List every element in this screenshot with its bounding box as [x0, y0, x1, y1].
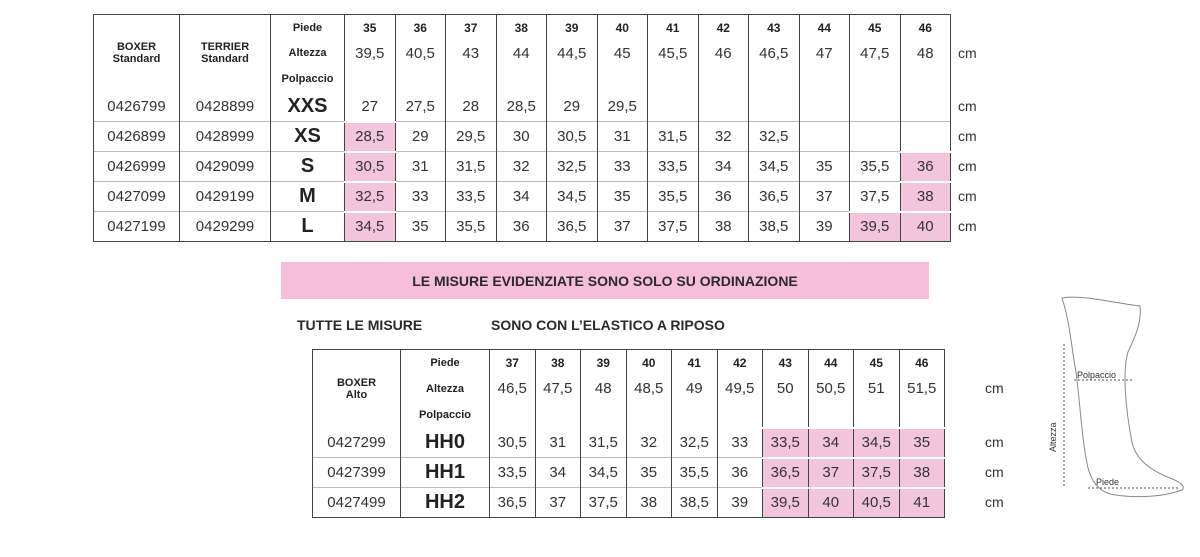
unit-cm: cm: [958, 218, 977, 234]
altezza-value: 51,5: [899, 376, 945, 402]
calf-value: 32,5: [547, 152, 598, 182]
calf-value: 33,5: [648, 152, 699, 182]
piede-value: 39: [581, 350, 627, 376]
row-label-piede: Piede: [401, 350, 490, 376]
calf-value: 36,5: [749, 182, 800, 212]
piede-value: 35: [345, 15, 396, 41]
calf-value: 38: [899, 458, 945, 488]
calf-value: 35: [626, 458, 672, 488]
size-label: XXS: [271, 92, 345, 122]
calf-value: 36: [496, 212, 547, 242]
calf-value: 35,5: [850, 152, 901, 182]
calf-value: 30,5: [490, 428, 536, 458]
calf-value: 33,5: [446, 182, 497, 212]
code-boxer-alto: 0427299: [313, 428, 401, 458]
calf-value: 35,5: [672, 458, 718, 488]
brand-line: Standard: [201, 53, 249, 66]
calf-value: 33: [597, 152, 648, 182]
row-label-polpaccio: Polpaccio: [401, 402, 490, 428]
empty-cell: [496, 66, 547, 92]
calf-value: [648, 92, 699, 122]
empty-cell: [698, 66, 749, 92]
calf-value: 37,5: [648, 212, 699, 242]
altezza-value: 47,5: [535, 376, 581, 402]
unit-cm: cm: [958, 158, 977, 174]
calf-value: [850, 122, 901, 152]
diagram-label-polpaccio: Polpaccio: [1077, 370, 1117, 380]
altezza-value: 44,5: [547, 41, 598, 66]
empty-cell: [717, 402, 763, 428]
calf-value: 34,5: [345, 212, 396, 242]
empty-cell: [535, 402, 581, 428]
calf-value: 34: [535, 458, 581, 488]
unit-cm: cm: [985, 380, 1004, 396]
piede-value: 46: [899, 350, 945, 376]
altezza-value: 40,5: [395, 41, 446, 66]
unit-cm: cm: [985, 494, 1004, 510]
calf-value: 38: [626, 488, 672, 518]
calf-value: 37,5: [581, 488, 627, 518]
empty-cell: [345, 66, 396, 92]
altezza-value: 46,5: [490, 376, 536, 402]
calf-value: 30,5: [345, 152, 396, 182]
size-table-standard: [93, 14, 951, 242]
altezza-value: 43: [446, 41, 497, 66]
piede-value: 43: [749, 15, 800, 41]
altezza-value: 51: [854, 376, 900, 402]
calf-value: [698, 92, 749, 122]
calf-value: 31: [535, 428, 581, 458]
calf-value: 39,5: [763, 488, 809, 518]
piede-value: 40: [626, 350, 672, 376]
calf-value: 31: [597, 122, 648, 152]
unit-cm: cm: [958, 98, 977, 114]
piede-value: 45: [850, 15, 901, 41]
piede-value: 42: [698, 15, 749, 41]
empty-cell: [395, 66, 446, 92]
calf-value: 37,5: [854, 458, 900, 488]
piede-value: 37: [446, 15, 497, 41]
code-terrier: 0429199: [180, 182, 271, 212]
code-boxer: 0427199: [94, 212, 180, 242]
calf-value: 36,5: [490, 488, 536, 518]
diagram-label-altezza: Altezza: [1048, 422, 1058, 452]
calf-value: 35: [899, 428, 945, 458]
calf-value: [799, 122, 850, 152]
empty-cell: [850, 66, 901, 92]
calf-value: 36,5: [763, 458, 809, 488]
piede-value: 36: [395, 15, 446, 41]
empty-cell: [672, 402, 718, 428]
altezza-value: 50: [763, 376, 809, 402]
calf-value: 33: [395, 182, 446, 212]
code-terrier: 0429099: [180, 152, 271, 182]
calf-value: 35: [799, 152, 850, 182]
empty-cell: [648, 66, 699, 92]
empty-cell: [446, 66, 497, 92]
calf-value: 31,5: [446, 152, 497, 182]
calf-value: 41: [899, 488, 945, 518]
calf-value: 36: [900, 152, 951, 182]
calf-value: 28,5: [345, 122, 396, 152]
code-boxer-alto: 0427399: [313, 458, 401, 488]
calf-value: 34,5: [749, 152, 800, 182]
size-label: HH0: [401, 428, 490, 458]
calf-value: 34: [698, 152, 749, 182]
brand-line: BOXER: [336, 376, 377, 389]
altezza-value: 39,5: [345, 41, 396, 66]
calf-value: 33,5: [763, 428, 809, 458]
unit-cm: cm: [958, 45, 977, 61]
calf-value: 36,5: [547, 212, 598, 242]
calf-value: 35,5: [648, 182, 699, 212]
calf-value: 37: [535, 488, 581, 518]
calf-value: 31,5: [648, 122, 699, 152]
piede-value: 41: [672, 350, 718, 376]
row-label-piede: Piede: [271, 15, 345, 41]
piede-value: 38: [535, 350, 581, 376]
empty-cell: [547, 66, 598, 92]
altezza-value: 44: [496, 41, 547, 66]
calf-value: 32: [626, 428, 672, 458]
calf-value: 29,5: [446, 122, 497, 152]
calf-value: 38,5: [672, 488, 718, 518]
unit-cm: cm: [958, 188, 977, 204]
size-table-alto: [312, 349, 945, 518]
empty-cell: [581, 402, 627, 428]
calf-value: 33,5: [490, 458, 536, 488]
calf-value: 35,5: [446, 212, 497, 242]
piede-value: 37: [490, 350, 536, 376]
calf-value: 30: [496, 122, 547, 152]
calf-value: 34,5: [854, 428, 900, 458]
piede-value: 45: [854, 350, 900, 376]
size-label: XS: [271, 122, 345, 152]
special-order-banner: LE MISURE EVIDENZIATE SONO SOLO SU ORDINAZIONE: [281, 262, 929, 299]
calf-value: 34: [808, 428, 854, 458]
calf-value: 40,5: [854, 488, 900, 518]
calf-value: [900, 122, 951, 152]
brand-terrier-standard: [180, 15, 271, 92]
row-label-altezza: Altezza: [401, 376, 490, 402]
altezza-value: 46: [698, 41, 749, 66]
brand-boxer-alto: [313, 350, 401, 428]
calf-value: 39,5: [850, 212, 901, 242]
empty-cell: [854, 402, 900, 428]
calf-value: 31,5: [581, 428, 627, 458]
code-boxer: 0426799: [94, 92, 180, 122]
calf-value: 29,5: [597, 92, 648, 122]
calf-value: 31: [395, 152, 446, 182]
boot-measurement-diagram: [1040, 292, 1190, 507]
empty-cell: [749, 66, 800, 92]
boot-outline: [1062, 297, 1183, 497]
size-label: HH1: [401, 458, 490, 488]
brand-boxer-standard: [94, 15, 180, 92]
code-terrier: 0428999: [180, 122, 271, 152]
piede-value: 39: [547, 15, 598, 41]
altezza-value: 49: [672, 376, 718, 402]
unit-cm: cm: [985, 434, 1004, 450]
calf-value: 27: [345, 92, 396, 122]
code-terrier: 0428899: [180, 92, 271, 122]
calf-value: 39: [799, 212, 850, 242]
calf-value: [900, 92, 951, 122]
size-label: S: [271, 152, 345, 182]
calf-value: 38: [698, 212, 749, 242]
altezza-value: 47: [799, 41, 850, 66]
calf-value: 32: [698, 122, 749, 152]
empty-cell: [763, 402, 809, 428]
code-boxer: 0426899: [94, 122, 180, 152]
calf-value: 27,5: [395, 92, 446, 122]
brand-line: Alto: [345, 388, 368, 401]
piede-value: 46: [900, 15, 951, 41]
brand-line: TERRIER: [200, 41, 250, 54]
calf-value: 37: [799, 182, 850, 212]
calf-value: 34: [496, 182, 547, 212]
calf-value: 40: [900, 212, 951, 242]
empty-cell: [900, 66, 951, 92]
calf-value: 39: [717, 488, 763, 518]
piede-value: 44: [799, 15, 850, 41]
piede-value: 38: [496, 15, 547, 41]
row-label-altezza: Altezza: [271, 41, 345, 66]
calf-value: 36: [698, 182, 749, 212]
empty-cell: [597, 66, 648, 92]
piede-value: 43: [763, 350, 809, 376]
empty-cell: [626, 402, 672, 428]
piede-value: 44: [808, 350, 854, 376]
calf-value: 36: [717, 458, 763, 488]
empty-cell: [899, 402, 945, 428]
code-boxer: 0427099: [94, 182, 180, 212]
altezza-value: 46,5: [749, 41, 800, 66]
altezza-value: 48: [581, 376, 627, 402]
size-label: L: [271, 212, 345, 242]
calf-value: 34,5: [581, 458, 627, 488]
calf-value: 32,5: [345, 182, 396, 212]
calf-value: 35: [395, 212, 446, 242]
calf-value: 29: [547, 92, 598, 122]
elastic-note-left: TUTTE LE MISURE: [297, 317, 423, 333]
calf-value: [850, 92, 901, 122]
calf-value: 29: [395, 122, 446, 152]
calf-value: 35: [597, 182, 648, 212]
calf-value: 38,5: [749, 212, 800, 242]
calf-value: 32,5: [672, 428, 718, 458]
diagram-label-piede: Piede: [1096, 477, 1120, 487]
piede-value: 40: [597, 15, 648, 41]
altezza-value: 45,5: [648, 41, 699, 66]
calf-value: 32,5: [749, 122, 800, 152]
calf-value: 37: [808, 458, 854, 488]
brand-line: BOXER: [116, 41, 157, 54]
unit-cm: cm: [985, 464, 1004, 480]
unit-cm: cm: [958, 128, 977, 144]
calf-value: [749, 92, 800, 122]
altezza-value: 45: [597, 41, 648, 66]
calf-value: 28,5: [496, 92, 547, 122]
calf-value: 28: [446, 92, 497, 122]
brand-line: Standard: [112, 53, 161, 66]
code-boxer: 0426999: [94, 152, 180, 182]
empty-cell: [808, 402, 854, 428]
calf-value: 37,5: [850, 182, 901, 212]
altezza-value: 47,5: [850, 41, 901, 66]
calf-value: 37: [597, 212, 648, 242]
piede-value: 41: [648, 15, 699, 41]
piede-value: 42: [717, 350, 763, 376]
calf-value: 34,5: [547, 182, 598, 212]
calf-value: 40: [808, 488, 854, 518]
altezza-value: 48,5: [626, 376, 672, 402]
altezza-value: 50,5: [808, 376, 854, 402]
altezza-value: 49,5: [717, 376, 763, 402]
altezza-value: 48: [900, 41, 951, 66]
code-boxer-alto: 0427499: [313, 488, 401, 518]
size-label: HH2: [401, 488, 490, 518]
code-terrier: 0429299: [180, 212, 271, 242]
size-label: M: [271, 182, 345, 212]
calf-value: 32: [496, 152, 547, 182]
calf-value: 30,5: [547, 122, 598, 152]
row-label-polpaccio: Polpaccio: [271, 66, 345, 92]
calf-value: 33: [717, 428, 763, 458]
empty-cell: [490, 402, 536, 428]
empty-cell: [799, 66, 850, 92]
elastic-note-right: SONO CON L’ELASTICO A RIPOSO: [491, 317, 725, 333]
calf-value: [799, 92, 850, 122]
calf-value: 38: [900, 182, 951, 212]
